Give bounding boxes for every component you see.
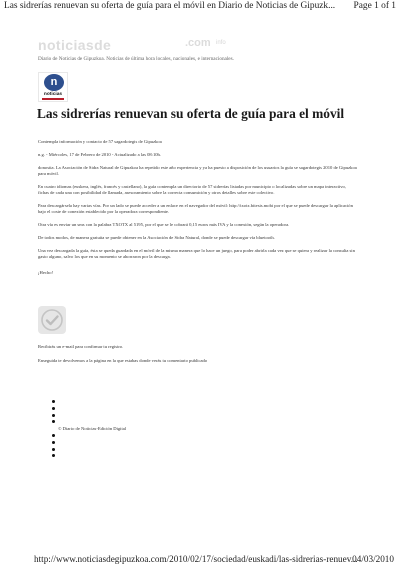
print-footer-url[interactable]: http://www.noticiasdegipuzkoa.com/2010/02/17/sociedad/euskadi/las-sidrerias-renuev... (34, 554, 358, 564)
article-paragraph-3: Para descargársela hay varias vías. Por un lado se puede acceder a un enlace en el navegador del móvil: http://txotx.bitesis.mobi por el que se puede descargar la aplicación bajo el coste de conexión establecido por la operadora correspondiente. (38, 203, 353, 214)
article-paragraph-4: Otra vía es enviar un sms con la palabra TXOTX al 5195, por el que se le cobrará 0,15 euros más IVA y la conexión, según la operadora. (38, 222, 290, 227)
article-paragraph-6: Una vez descargada la guía, ésta se queda guardada en el móvil de la misma manera que lo hace un juego, para poder abrirla cada vez que se quiera y realizar la consulta sin gasto alguno, salvo los que en su momento se ahorraron por la descarga. (38, 248, 355, 259)
bullet-dot (52, 454, 55, 457)
print-footer (34, 554, 394, 565)
copyright-text: © Diario de Noticias-Edición Digital (58, 426, 127, 431)
article-paragraph-2: En cuatro idiomas (euskera, inglés, francés y castellano), la guía contempla un directorio de 57 sidrerías listadas por municipio o localizadas sobre un mapa interactivo, fichas de cada una con posibilidad de llamada, asesoramiento sobre la correcta consumición y otros detalles sobre este colectivo. (38, 184, 346, 195)
article-byline: n.g. - Miércoles, 17 de Febrero de 2010 - Actualizado a las 08:10h. (38, 152, 161, 157)
badge-red-bar (42, 98, 64, 100)
bullet-dot (52, 434, 55, 437)
bullet-list-bottom (52, 434, 57, 461)
masthead[interactable] (38, 37, 238, 51)
bullet-dot (52, 414, 55, 417)
article-body (38, 139, 358, 283)
bullet-list-top (52, 400, 57, 427)
print-header-title: Las sidrerías renuevan su oferta de guía para el móvil en Diario de Noticias de Gipuzk... (4, 1, 336, 11)
bullet-dot (52, 420, 55, 423)
bullet-dot (52, 448, 55, 451)
article-paragraph-1: donostia. La Asociación de Sidra Natural de Gipuzkoa ha repetido este año experiencia y ya ha puesto a disposición de los usuarios la guía se sagardotegis 2010 de Gipuzkoa para móvil. (38, 165, 357, 176)
article-headline: Las sidrerías renuevan su oferta de guía para el móvil (37, 106, 345, 121)
noticias-badge-logo[interactable] (38, 72, 68, 102)
redirect-message: Enseguida te devolvemos a la página en la que estabas donde verás tu comentario publicado (38, 358, 208, 363)
site-logo-domain: .com (185, 37, 211, 49)
print-header (4, 1, 396, 12)
print-footer-date: 04/03/2010 (352, 554, 394, 564)
print-header-page-number: Page 1 of 1 (353, 1, 396, 11)
bullet-dot (52, 407, 55, 410)
site-logo-wordmark[interactable]: noticiasde (38, 37, 112, 53)
badge-letter: n (44, 74, 64, 91)
article-subtitle: Contempla información y contacto de 57 sagardotegis de Gipuzkoa (38, 139, 162, 144)
site-logo-info: info (216, 40, 226, 46)
check-circle-icon (38, 306, 66, 334)
registration-message: Recibirás un e-mail para confirmar tu registro. (38, 344, 124, 349)
done-label: ¡Hecho! (38, 270, 54, 275)
bullet-dot (52, 441, 55, 444)
bullet-dot (52, 400, 55, 403)
article-paragraph-5: De todos modos, de manera gratuita se puede obtener en la Asociación de Sidra Natural, donde se puede descargar vía bluetooth. (38, 235, 275, 240)
badge-label: noticias (43, 92, 63, 97)
site-description: Diario de Noticias de Gipuzkoa. Noticias de última hora locales, nacionales, e internacionales. (38, 56, 234, 62)
